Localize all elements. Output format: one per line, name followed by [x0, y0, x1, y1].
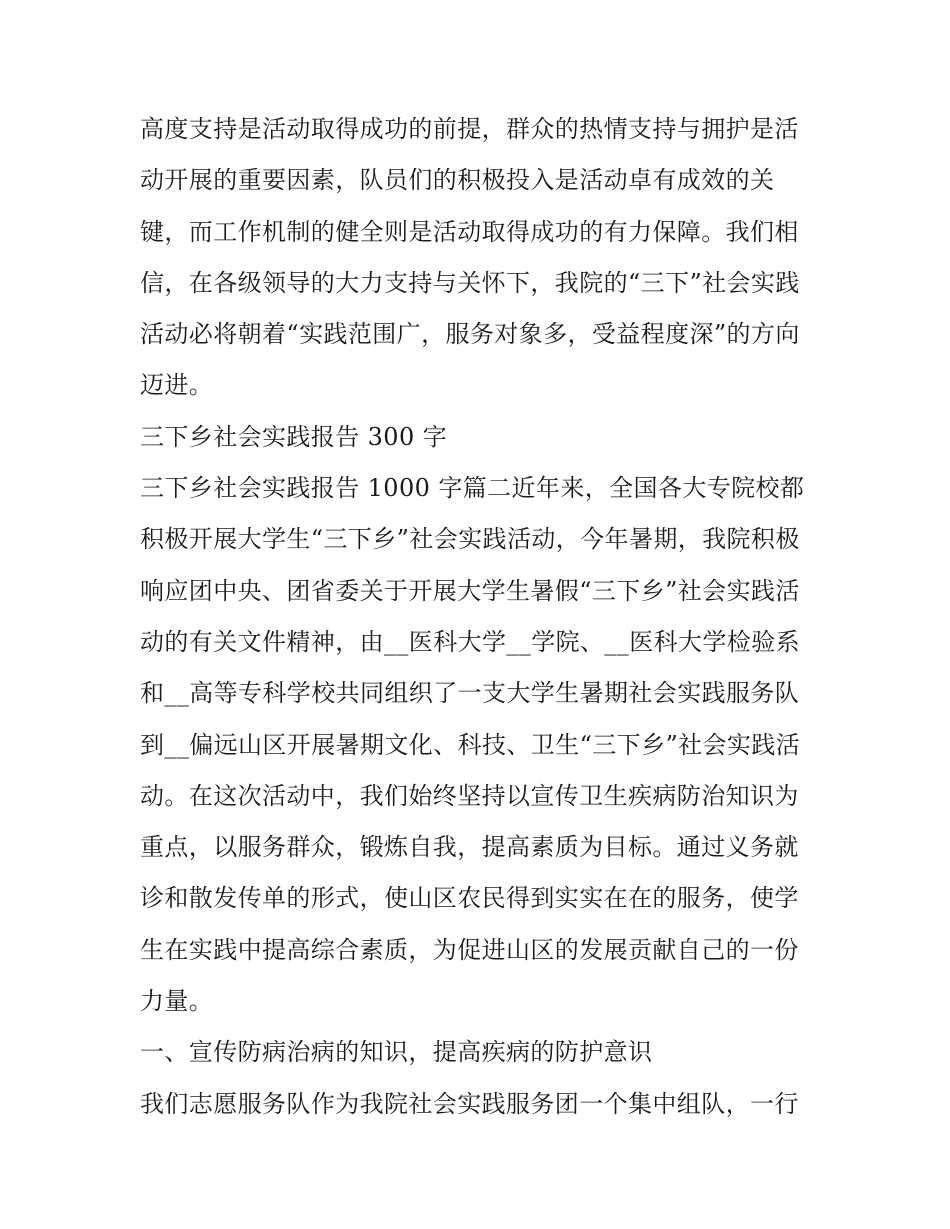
text-line: 活动必将朝着“实践范围广，服务对象多，受益程度深”的方向	[140, 320, 800, 349]
text-line: 生在实践中提高综合素质，为促进山区的发展贡献自己的一份	[140, 935, 799, 964]
text-line: 重点，以服务群众，锻炼自我，提高素质为目标。通过义务就	[140, 833, 799, 862]
text-line: 动开展的重要因素，队员们的积极投入是活动卓有成效的关	[140, 166, 775, 195]
section-heading: 一、宣传防病治病的知识，提高疾病的防护意识	[140, 1038, 653, 1067]
text-line: 三下乡社会实践报告 1000 字篇二近年来，全国各大专院校都	[140, 474, 805, 503]
text-line: 键，而工作机制的健全则是活动取得成功的有力保障。我们相	[140, 217, 799, 246]
text-line: 动。在这次活动中，我们始终坚持以宣传卫生疾病防治知识为	[140, 781, 799, 810]
text-line: 迈进。	[140, 371, 214, 400]
text-line: 动的有关文件精神，由__医科大学__学院、__医科大学检验系	[140, 627, 800, 656]
document-body	[140, 104, 816, 1130]
text-line: 和__高等专科学校共同组织了一支大学生暑期社会实践服务队	[140, 679, 800, 708]
text-line: 我们志愿服务队作为我院社会实践服务团一个集中组队，一行	[140, 1089, 799, 1118]
text-line: 力量。	[140, 987, 214, 1016]
text-line: 诊和散发传单的形式，使山区农民得到实实在在的服务，使学	[140, 884, 799, 913]
text-line: 响应团中央、团省委关于开展大学生暑假“三下乡”社会实践活	[140, 576, 800, 605]
text-line: 高度支持是活动取得成功的前提，群众的热情支持与拥护是活	[140, 115, 799, 143]
text-line: 积极开展大学生“三下乡”社会实践活动，今年暑期，我院积极	[140, 525, 800, 554]
text-line: 信，在各级领导的大力支持与关怀下，我院的“三下”社会实践	[140, 268, 800, 297]
section-heading: 三下乡社会实践报告 300 字	[140, 422, 448, 451]
text-line: 到__偏远山区开展暑期文化、科技、卫生“三下乡”社会实践活	[140, 730, 801, 759]
